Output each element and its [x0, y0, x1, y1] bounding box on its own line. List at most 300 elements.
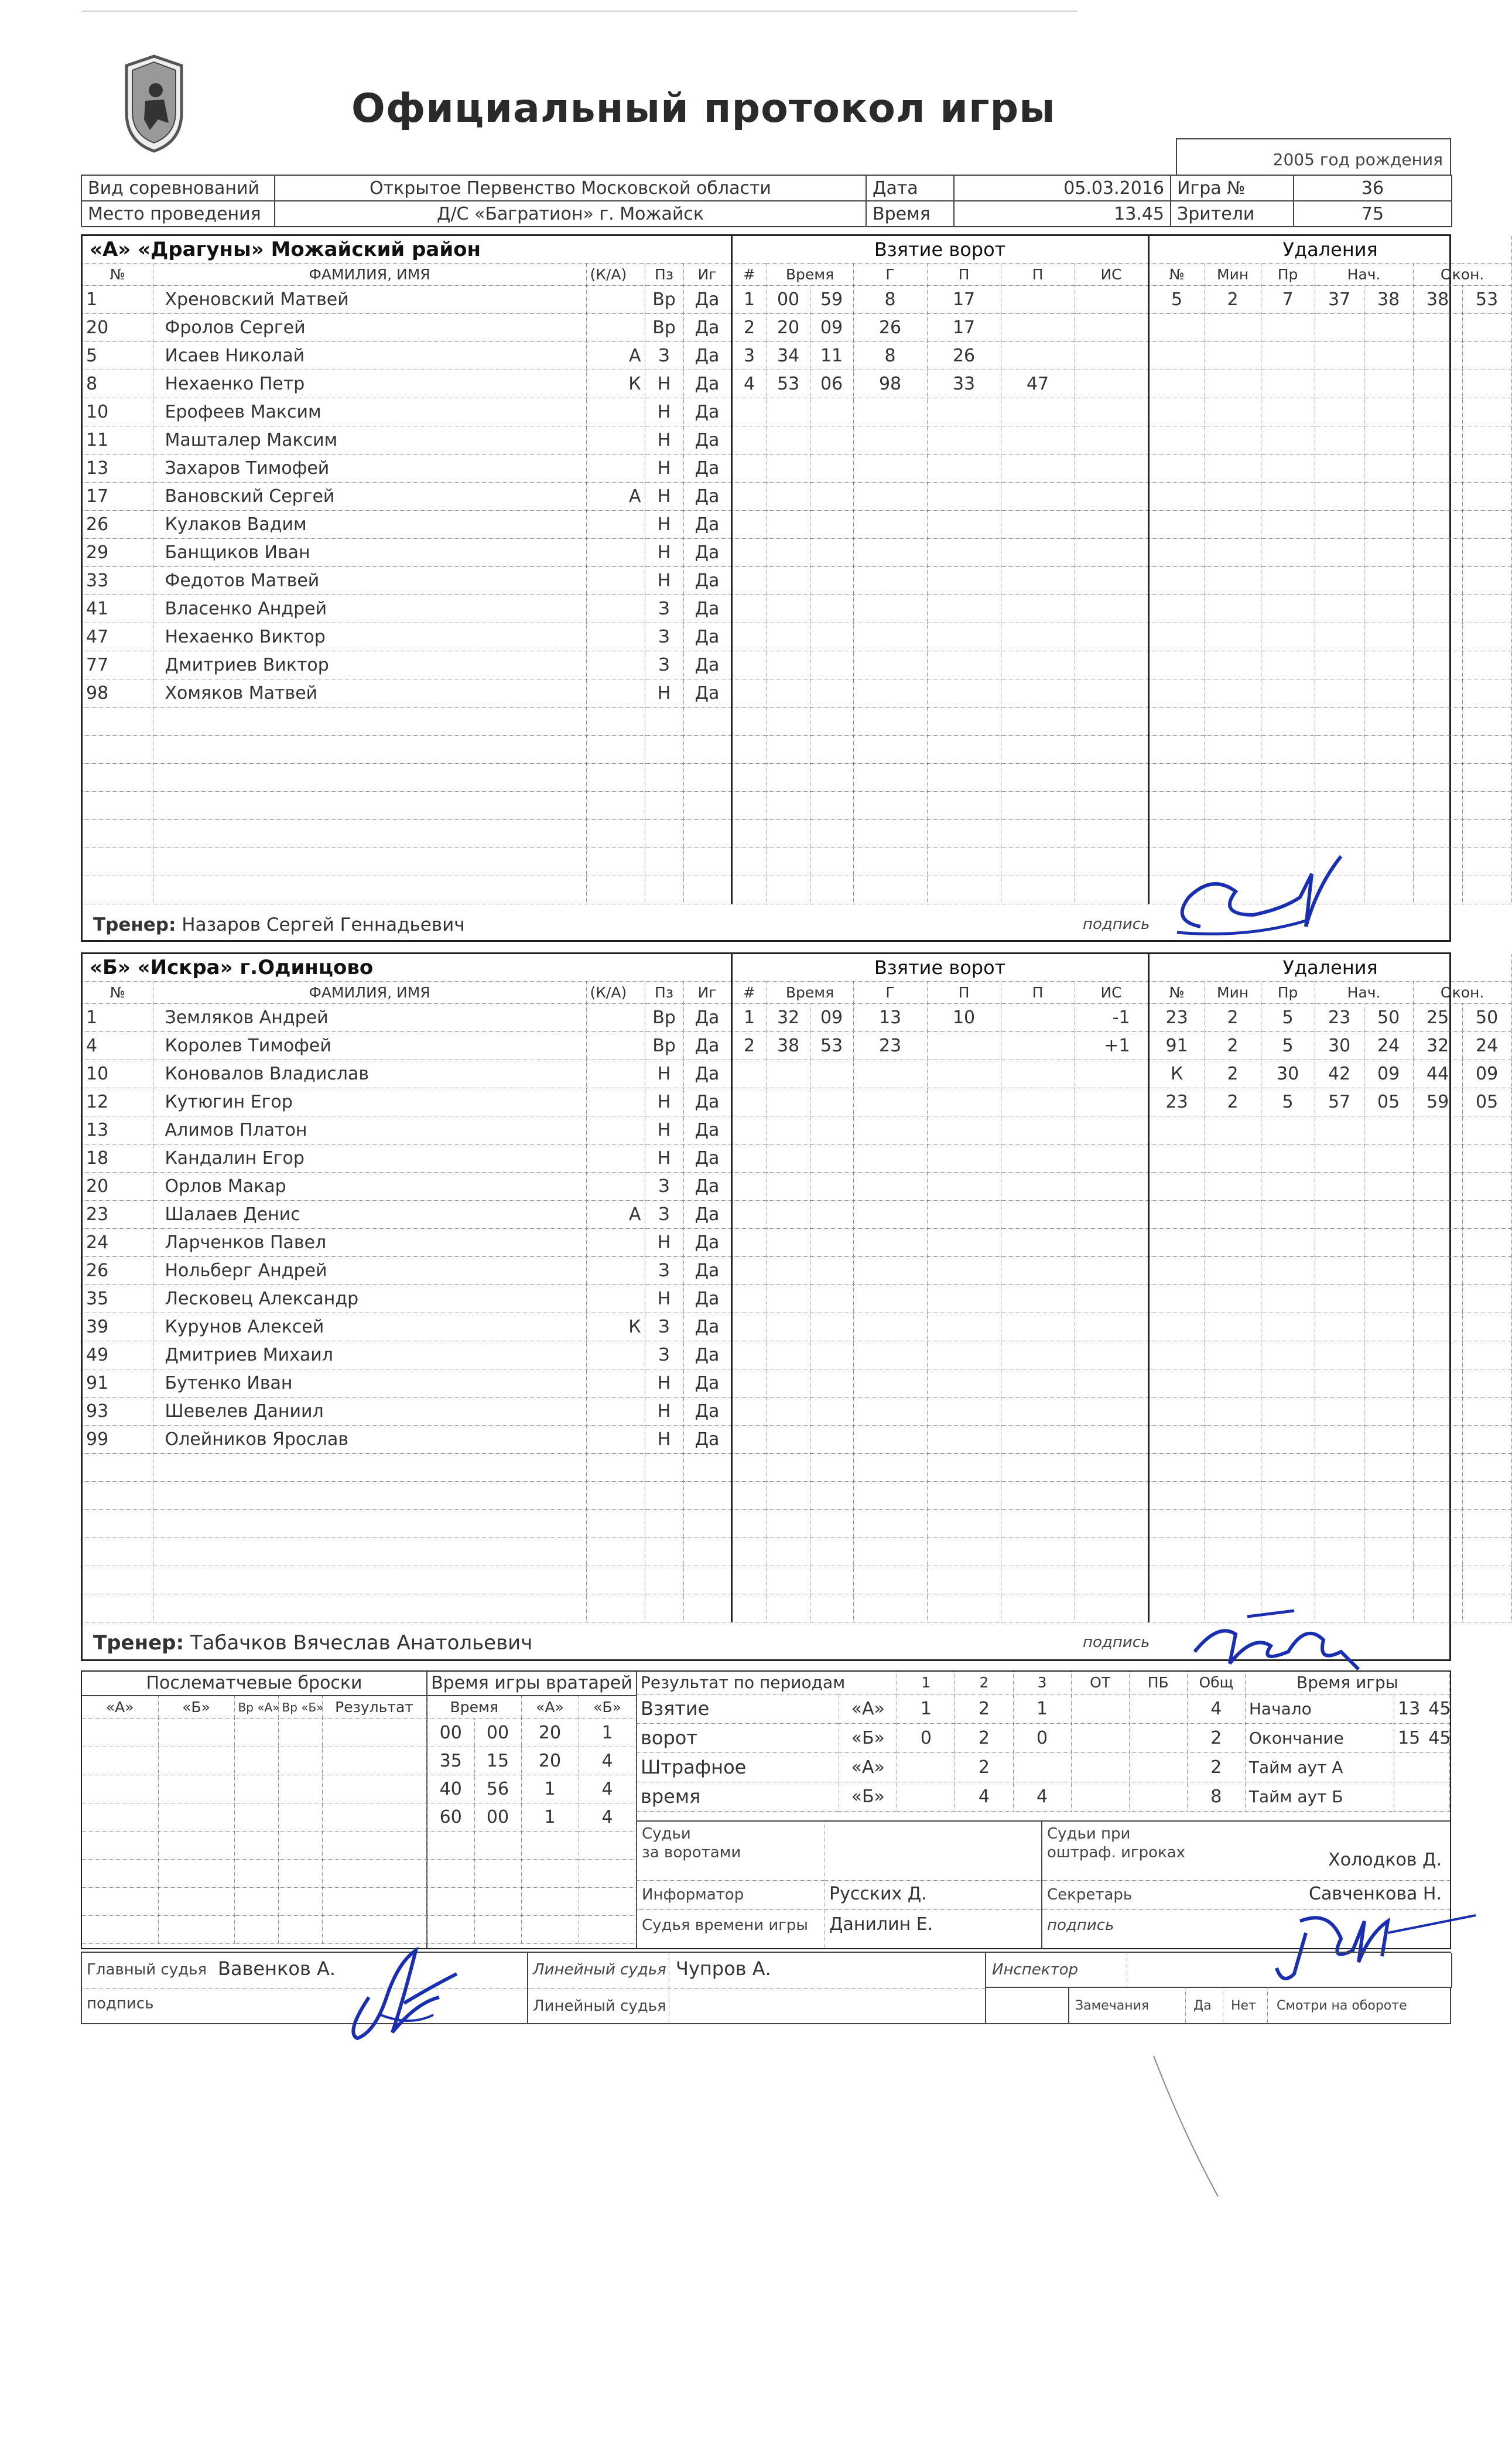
player-name: Исаев Николай [153, 341, 586, 370]
player-position [645, 763, 683, 791]
penalty-end-sec [1462, 538, 1511, 566]
goal-minute [767, 510, 810, 538]
player-played: Да [683, 285, 731, 313]
penalty-player [1148, 1256, 1205, 1284]
goal-second [810, 1200, 853, 1228]
player-number: 23 [83, 1200, 153, 1228]
goal-assist-1 [927, 1088, 1001, 1116]
table-row [83, 679, 1511, 707]
remarks-vline-1 [1185, 1987, 1186, 2023]
penalty-player [1148, 1341, 1205, 1369]
penalty-start-sec [1364, 482, 1413, 510]
goalie-a [521, 1887, 579, 1915]
pim-a-time-value [1394, 1752, 1450, 1782]
goal-scorer [853, 454, 927, 482]
goal-assist-1 [927, 1425, 1001, 1453]
player-role [586, 1088, 645, 1116]
goal-minute: 32 [767, 1003, 810, 1031]
goals-a-time-label: Начало [1245, 1694, 1394, 1723]
player-played: Да [683, 426, 731, 454]
player-played: Да [683, 1003, 731, 1031]
penalty-start-min [1315, 1453, 1364, 1481]
goal-second [810, 594, 853, 623]
player-name [153, 735, 586, 763]
goalie-b [579, 1859, 636, 1887]
col-strength: ИС [1075, 263, 1148, 285]
goal-scorer [853, 1116, 927, 1144]
goalie-a: 20 [521, 1747, 579, 1775]
goalie-second: 00 [474, 1718, 521, 1747]
player-number: 29 [83, 538, 153, 566]
goal-scorer [853, 1453, 927, 1481]
player-position: З [645, 1256, 683, 1284]
goal-second: 09 [810, 313, 853, 341]
goals-b-value [1129, 1723, 1187, 1752]
penalty-start-sec [1364, 1200, 1413, 1228]
goalie-b: 1 [579, 1718, 636, 1747]
penalty-start-min [1315, 510, 1364, 538]
penalty-start-min [1315, 1144, 1364, 1172]
goal-number [731, 707, 767, 735]
player-role [586, 1538, 645, 1566]
goalie-b [579, 1915, 636, 1943]
goal-scorer: 8 [853, 341, 927, 370]
penalty-start-sec [1364, 707, 1413, 735]
player-role [586, 1060, 645, 1088]
goal-strength [1075, 735, 1148, 763]
goal-strength [1075, 1172, 1148, 1200]
player-position: Н [645, 1369, 683, 1397]
penalty-reason [1261, 1453, 1315, 1481]
pim-a-value: 2 [955, 1752, 1013, 1782]
player-role [586, 454, 645, 482]
goal-assist-2 [1001, 1481, 1075, 1509]
table-row [83, 1116, 1511, 1144]
penalty-minutes [1205, 1509, 1261, 1538]
goal-assist-1 [927, 1453, 1001, 1481]
penalty-end-min [1413, 763, 1462, 791]
goal-number [731, 623, 767, 651]
penalty-start-min [1315, 1397, 1364, 1425]
goal-scorer [853, 791, 927, 819]
player-played [683, 876, 731, 904]
goal-number [731, 1369, 767, 1397]
player-name [153, 1509, 586, 1538]
penalty-minutes [1205, 623, 1261, 651]
penalty-start-min [1315, 1425, 1364, 1453]
goal-strength [1075, 566, 1148, 594]
goalie-a: 1 [521, 1803, 579, 1831]
player-number [83, 791, 153, 819]
penalty-judges-value: Холодков Д. [1328, 1850, 1442, 1870]
penalty-start-min [1315, 707, 1364, 735]
col-pen-start: Нач. [1315, 263, 1413, 285]
secretary-value: Савченкова Н. [1309, 1884, 1442, 1904]
penalty-end-sec [1462, 623, 1511, 651]
penalty-end-sec [1462, 398, 1511, 426]
penalty-end-min [1413, 1172, 1462, 1200]
penalty-player [1148, 538, 1205, 566]
penalty-reason: 5 [1261, 1031, 1315, 1060]
penalty-end-sec [1462, 1425, 1511, 1453]
goal-assist-1 [927, 594, 1001, 623]
table-row [83, 370, 1511, 398]
penalty-end-min [1413, 735, 1462, 763]
goal-assist-2 [1001, 398, 1075, 426]
goal-second [810, 707, 853, 735]
player-role [586, 791, 645, 819]
penalty-start-sec [1364, 538, 1413, 566]
goalie-second [474, 1831, 521, 1859]
player-played: Да [683, 313, 731, 341]
header-table [81, 175, 1452, 227]
player-number: 4 [83, 1031, 153, 1060]
player-name: Дмитриев Виктор [153, 651, 586, 679]
table-row [83, 1284, 1511, 1313]
player-played: Да [683, 1369, 731, 1397]
goals-a-value: 2 [955, 1694, 1013, 1723]
penalty-start-min [1315, 623, 1364, 651]
goal-scorer [853, 1397, 927, 1425]
penalty-end-sec [1462, 1313, 1511, 1341]
goal-scorer: 98 [853, 370, 927, 398]
penalty-player [1148, 370, 1205, 398]
pim-a-value [1013, 1752, 1071, 1782]
goalie-a [521, 1915, 579, 1943]
player-number: 41 [83, 594, 153, 623]
penalty-end-sec [1462, 510, 1511, 538]
player-number: 1 [83, 285, 153, 313]
goal-number: 1 [731, 1003, 767, 1031]
penalty-end-sec [1462, 791, 1511, 819]
player-number [83, 1538, 153, 1566]
goal-number: 2 [731, 313, 767, 341]
penalty-minutes [1205, 1172, 1261, 1200]
player-name [153, 1538, 586, 1566]
pim-b-time-value [1394, 1782, 1450, 1811]
penalty-reason [1261, 594, 1315, 623]
goal-assist-1: 17 [927, 313, 1001, 341]
penalty-minutes [1205, 791, 1261, 819]
player-played: Да [683, 679, 731, 707]
penalty-end-min [1413, 1594, 1462, 1622]
goalie-b: 4 [579, 1803, 636, 1831]
penalty-start-sec: 50 [1364, 1003, 1413, 1031]
goal-second [810, 454, 853, 482]
goal-second [810, 1594, 853, 1622]
goal-second [810, 1341, 853, 1369]
player-position: Н [645, 482, 683, 510]
player-name: Машталер Максим [153, 426, 586, 454]
game-number-value: 36 [1294, 175, 1452, 201]
goal-number [731, 1425, 767, 1453]
player-number [83, 1481, 153, 1509]
table-row [427, 1887, 636, 1915]
penalty-end-sec [1462, 1369, 1511, 1397]
player-number [83, 876, 153, 904]
player-role [586, 1425, 645, 1453]
goal-assist-1: 17 [927, 285, 1001, 313]
player-role [586, 510, 645, 538]
goals-a-row [637, 1694, 1450, 1723]
pim-b-value: 8 [1187, 1782, 1245, 1811]
goal-assist-2 [1001, 1341, 1075, 1369]
goalie-time-table [427, 1696, 637, 1944]
player-played: Да [683, 1228, 731, 1256]
goal-scorer [853, 594, 927, 623]
player-number: 10 [83, 398, 153, 426]
col-assist-2: П [1001, 263, 1075, 285]
player-name: Дмитриев Михаил [153, 1341, 586, 1369]
goal-assist-1 [927, 623, 1001, 651]
table-row [83, 313, 1511, 341]
penalty-start-sec: 05 [1364, 1088, 1413, 1116]
player-played: Да [683, 341, 731, 370]
player-role [586, 819, 645, 848]
year-box [1176, 138, 1451, 175]
player-number: 11 [83, 426, 153, 454]
penalty-start-sec [1364, 1369, 1413, 1397]
col-pen-reason: Пр [1261, 981, 1315, 1003]
col-pen-no: № [1148, 263, 1205, 285]
penalty-player: К [1148, 1060, 1205, 1088]
goal-minute [767, 1060, 810, 1088]
table-row [83, 1397, 1511, 1425]
team-a-section [81, 234, 1499, 942]
goal-strength [1075, 1566, 1148, 1594]
goal-minute [767, 848, 810, 876]
goal-number: 2 [731, 1031, 767, 1060]
periods-header-row [637, 1672, 1450, 1694]
goalie-second [474, 1915, 521, 1943]
goalie-minute: 60 [427, 1803, 474, 1831]
goal-assist-2 [1001, 341, 1075, 370]
penalty-end-min [1413, 370, 1462, 398]
player-role [586, 1566, 645, 1594]
goalie-a: 1 [521, 1775, 579, 1803]
goal-second [810, 1509, 853, 1538]
goal-number: 3 [731, 341, 767, 370]
penalty-reason [1261, 1481, 1315, 1509]
col-pen-start: Нач. [1315, 981, 1413, 1003]
goal-number [731, 1397, 767, 1425]
penalty-end-sec [1462, 1397, 1511, 1425]
pim-a-value [897, 1752, 955, 1782]
goal-second [810, 1369, 853, 1397]
player-name: Коновалов Владислав [153, 1060, 586, 1088]
goal-second [810, 482, 853, 510]
goal-number [731, 1088, 767, 1116]
penalty-end-sec [1462, 1594, 1511, 1622]
goal-strength [1075, 1509, 1148, 1538]
penalty-reason: 30 [1261, 1060, 1315, 1088]
goal-assist-1 [927, 763, 1001, 791]
player-position: Н [645, 454, 683, 482]
penalty-end-sec [1462, 1341, 1511, 1369]
goal-number [731, 1341, 767, 1369]
penalty-end-min: 32 [1413, 1031, 1462, 1060]
player-role [586, 1369, 645, 1397]
goal-assist-1: 10 [927, 1003, 1001, 1031]
goal-scorer [853, 1369, 927, 1397]
player-position: З [645, 1341, 683, 1369]
penalty-end-sec [1462, 735, 1511, 763]
goal-number [731, 1228, 767, 1256]
penalty-end-sec [1462, 1453, 1511, 1481]
penalty-end-sec: 50 [1462, 1003, 1511, 1031]
goal-judges-label-1: Судьи [642, 1825, 691, 1843]
penalty-reason [1261, 735, 1315, 763]
goal-assist-2 [1001, 1369, 1075, 1397]
goal-assist-2 [1001, 482, 1075, 510]
penalty-minutes [1205, 1425, 1261, 1453]
head-referee-signature-label: подпись [87, 1995, 154, 2013]
penalty-start-sec: 09 [1364, 1060, 1413, 1088]
player-played: Да [683, 1425, 731, 1453]
table-row [83, 594, 1511, 623]
penalty-start-sec [1364, 1566, 1413, 1594]
penalty-start-min [1315, 1481, 1364, 1509]
player-played [683, 1594, 731, 1622]
player-position: З [645, 1200, 683, 1228]
penalty-end-sec [1462, 370, 1511, 398]
team-b-coach-name: Табачков Вячеслав Анатольевич [190, 1631, 533, 1655]
goal-minute: 38 [767, 1031, 810, 1060]
col-pos: Пз [645, 981, 683, 1003]
goalie-minute: 00 [427, 1718, 474, 1747]
goal-scorer [853, 735, 927, 763]
penalty-start-min [1315, 763, 1364, 791]
club-shield-logo [122, 54, 186, 153]
goal-scorer [853, 651, 927, 679]
player-role [586, 707, 645, 735]
timekeeper-value: Данилин Е. [829, 1914, 933, 1935]
player-name: Земляков Андрей [153, 1003, 586, 1031]
table-row [83, 1003, 1511, 1031]
penalty-player [1148, 1144, 1205, 1172]
goal-assist-1 [927, 735, 1001, 763]
player-position: З [645, 1172, 683, 1200]
penalty-player [1148, 791, 1205, 819]
goal-assist-2 [1001, 285, 1075, 313]
table-row [83, 735, 1511, 763]
player-position: З [645, 341, 683, 370]
remarks-vline-3 [1267, 1987, 1268, 2023]
player-name: Нольберг Андрей [153, 1256, 586, 1284]
goal-scorer [853, 1481, 927, 1509]
penalty-player [1148, 1228, 1205, 1256]
player-role [586, 285, 645, 313]
goal-strength [1075, 285, 1148, 313]
player-number: 91 [83, 1369, 153, 1397]
shootout-col-gk-a: Вр «А» [234, 1696, 278, 1718]
goal-minute [767, 594, 810, 623]
penalty-minutes [1205, 763, 1261, 791]
penalty-start-sec [1364, 1313, 1413, 1341]
goal-scorer [853, 707, 927, 735]
table-row [427, 1803, 636, 1831]
player-role [586, 313, 645, 341]
time-minute: 45 [1428, 1698, 1451, 1719]
player-position [645, 1538, 683, 1566]
player-number: 35 [83, 1284, 153, 1313]
goalie-second [474, 1859, 521, 1887]
penalty-start-sec: 24 [1364, 1031, 1413, 1060]
penalty-start-min [1315, 313, 1364, 341]
pim-a-row [637, 1752, 1450, 1782]
date-value: 05.03.2016 [954, 175, 1171, 201]
penalty-start-min: 37 [1315, 285, 1364, 313]
player-position [645, 791, 683, 819]
secretary-signature-label: подпись [1047, 1916, 1114, 1934]
player-role [586, 426, 645, 454]
player-played [683, 1538, 731, 1566]
penalty-end-sec [1462, 341, 1511, 370]
penalty-start-sec [1364, 594, 1413, 623]
team-b-signature-label: подпись [1083, 1634, 1150, 1651]
goal-scorer [853, 426, 927, 454]
goal-strength [1075, 341, 1148, 370]
goal-minute [767, 1369, 810, 1397]
penalty-end-min [1413, 566, 1462, 594]
goalie-col-b: «Б» [579, 1696, 636, 1718]
player-played [683, 1453, 731, 1481]
goal-number [731, 791, 767, 819]
penalty-player [1148, 819, 1205, 848]
col-pen-reason: Пр [1261, 263, 1315, 285]
penalty-start-min: 57 [1315, 1088, 1364, 1116]
goal-minute [767, 1088, 810, 1116]
penalty-minutes [1205, 398, 1261, 426]
goal-scorer [853, 1566, 927, 1594]
shootout-title: Послематчевые броски [82, 1672, 426, 1696]
goal-assist-2 [1001, 1397, 1075, 1425]
goalie-a [521, 1831, 579, 1859]
penalty-end-sec: 24 [1462, 1031, 1511, 1060]
col-pen-end: Окон. [1413, 981, 1511, 1003]
goal-assist-1 [927, 1031, 1001, 1060]
periods-title: Результат по периодам [637, 1672, 897, 1694]
goal-strength [1075, 1116, 1148, 1144]
player-played [683, 848, 731, 876]
penalty-start-min [1315, 594, 1364, 623]
shootout-col-result: Результат [322, 1696, 426, 1718]
goal-strength [1075, 313, 1148, 341]
player-position: Н [645, 426, 683, 454]
col-ka: (К/А) [586, 981, 645, 1003]
linesmen-cell [528, 1953, 986, 2023]
goal-number [731, 1172, 767, 1200]
col-ka: (К/А) [586, 263, 645, 285]
goal-scorer: 8 [853, 285, 927, 313]
player-name [153, 763, 586, 791]
goal-second: 59 [810, 285, 853, 313]
goal-strength [1075, 1453, 1148, 1481]
penalty-start-sec [1364, 566, 1413, 594]
penalty-start-sec [1364, 1509, 1413, 1538]
player-number [83, 707, 153, 735]
player-played [683, 1481, 731, 1509]
player-number [83, 763, 153, 791]
goal-second [810, 398, 853, 426]
penalty-start-sec [1364, 651, 1413, 679]
goal-second: 11 [810, 341, 853, 370]
penalty-start-min [1315, 538, 1364, 566]
goal-assist-1 [927, 426, 1001, 454]
goal-minute [767, 426, 810, 454]
penalty-minutes [1205, 1284, 1261, 1313]
secretary-label: Секретарь [1047, 1886, 1133, 1904]
